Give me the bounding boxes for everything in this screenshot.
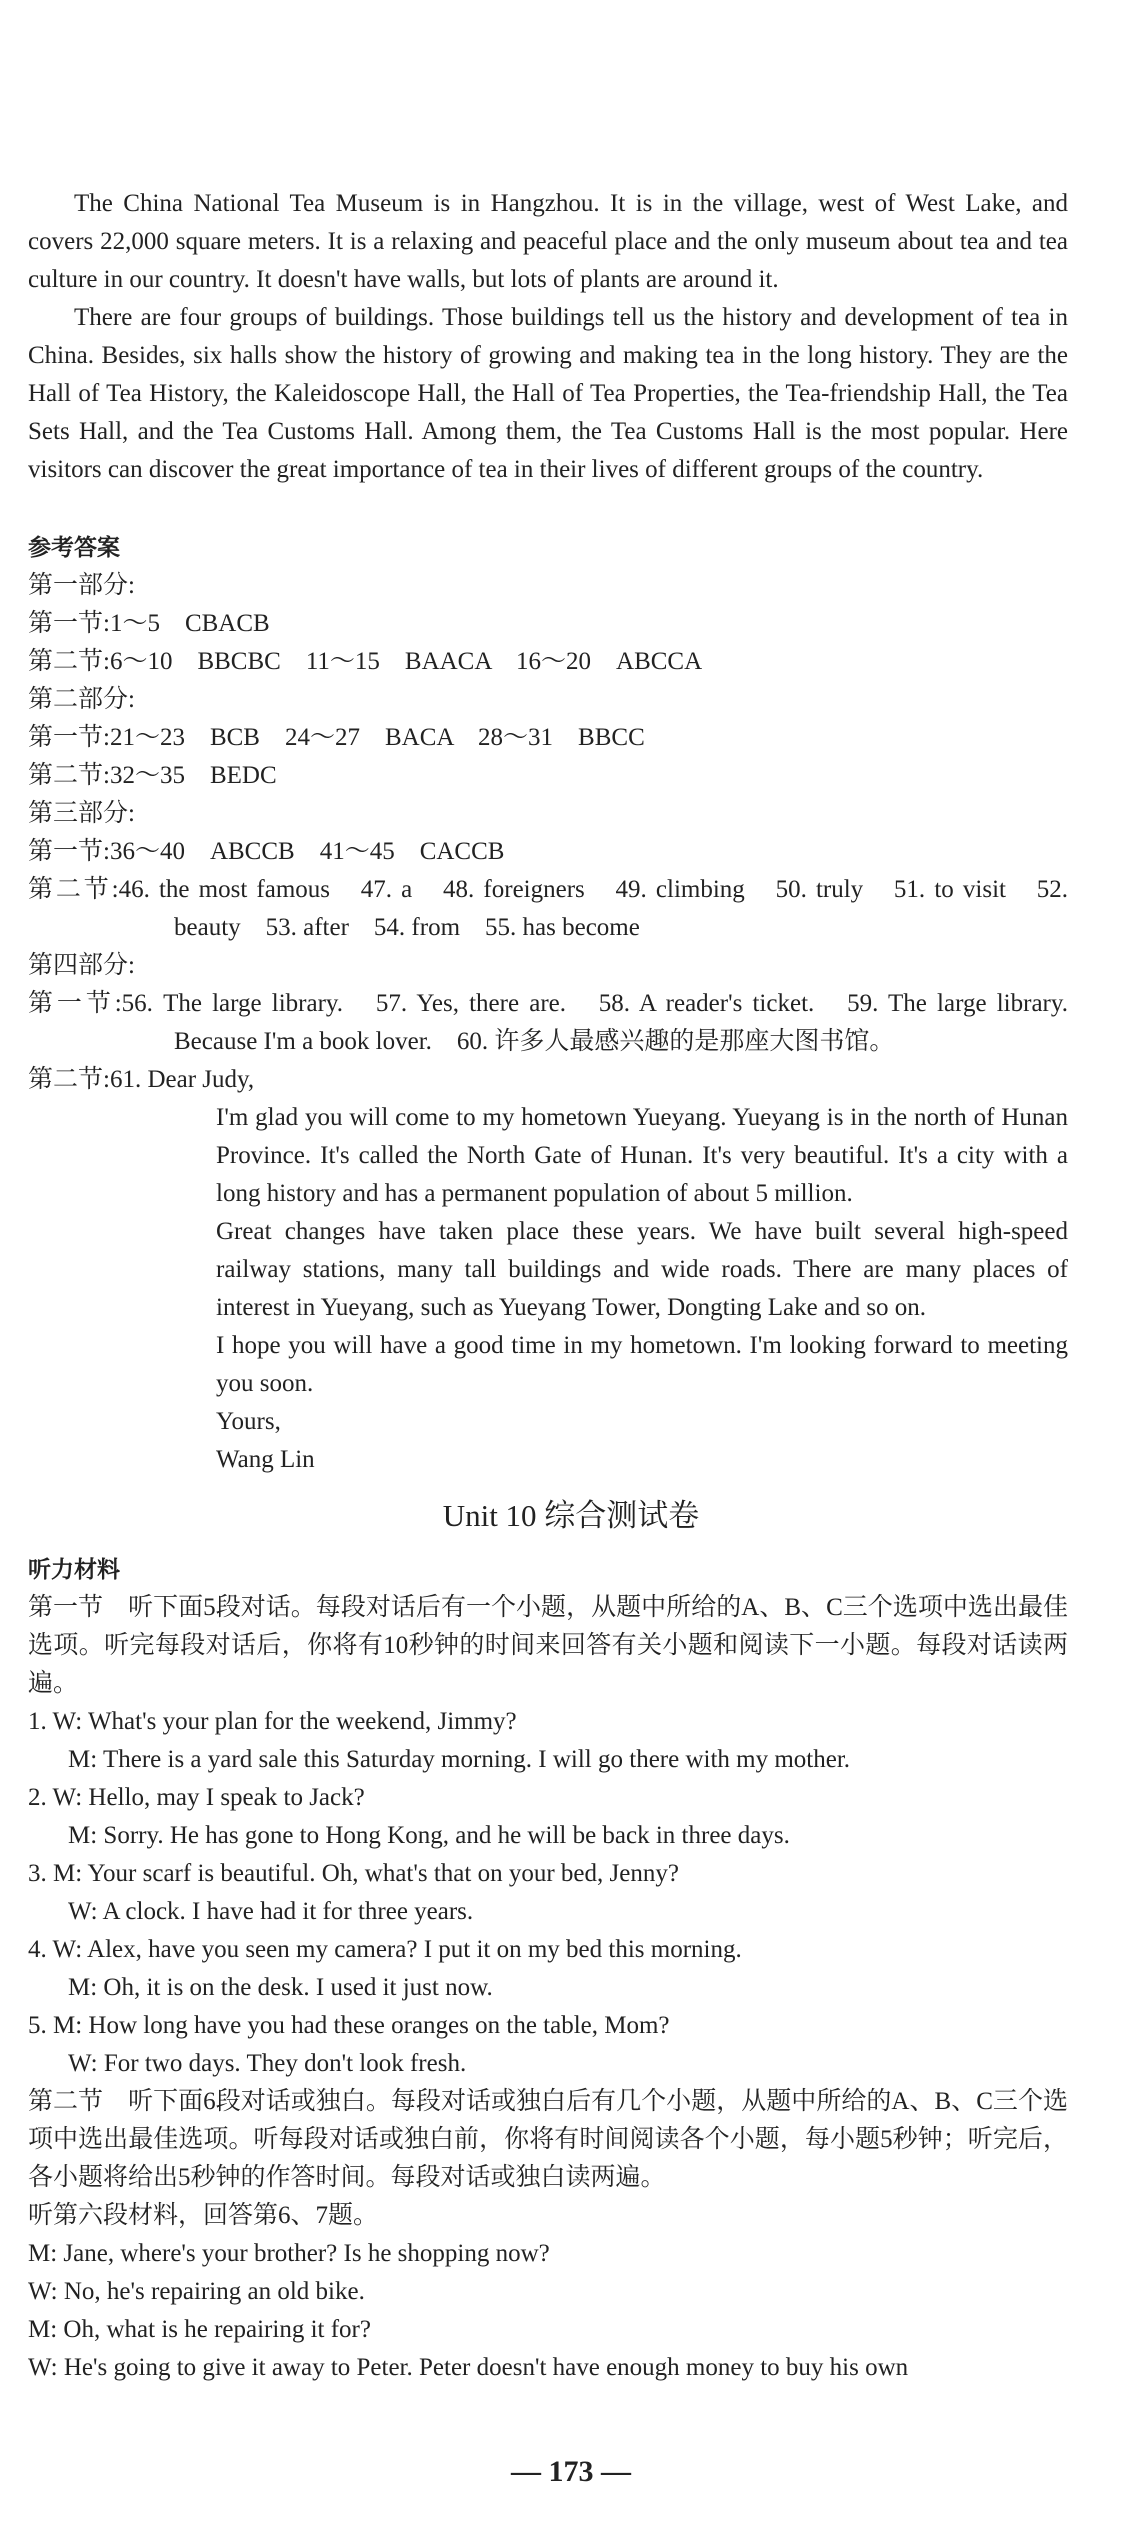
letter-paragraph-1: I'm glad you will come to my hometown Yueyang. Yueyang is in the north of Hunan Province. It's called the North Gate of Hunan. It's very beautiful. It's a city with a long history and has a permanent population of about 5 million. — [216, 1104, 1068, 1207]
dialogue-line: 2. W: Hello, may I speak to Jack? — [28, 1784, 365, 1811]
dialogue-line: M: Oh, it is on the desk. I used it just now. — [68, 1974, 493, 2001]
page-number: — 173 — — [511, 2455, 631, 2488]
letter-closing: Yours, — [216, 1408, 281, 1435]
passage-paragraph-2: There are four groups of buildings. Those buildings tell us the history and development of tea in China. Besides, six halls show the history of growing and making tea in the long history. They are the Hall of Tea History, the Kaleidoscope Hall, the Hall of Tea Properties, the Tea-friendship Hall, the Tea Sets Hall, and the Tea Customs Hall. Among them, the Tea Customs Hall is the most popular. Here visitors can discover the great importance of tea in their lives of different groups of the country. — [28, 304, 1068, 483]
tea-museum-passage — [28, 185, 1068, 489]
listening-section-1: 第一节 听下面5段对话。每段对话后有一个小题，从题中所给的A、B、C三个选项中选出最佳选项。听完每段对话后，你将有10秒钟的时间来回答有关小题和阅读下一小题。每段对话读两遍。 — [28, 1594, 1068, 1697]
dialogue-line: M: Sorry. He has gone to Hong Kong, and he will be back in three days. — [68, 1822, 790, 1849]
dialogue-line: 5. M: How long have you had these oranges on the table, Mom? — [28, 2012, 670, 2039]
listening-section-2: 第二节 听下面6段对话或独白。每段对话或独白后有几个小题，从题中所给的A、B、C三个选项中选出最佳选项。听每段对话或独白前，你将有时间阅读各个小题，每小题5秒钟；听完后，各小题将给出5秒钟的作答时间。每段对话或独白读两遍。 — [28, 2088, 1068, 2191]
answer-section-4-2-label: 第二节:61. Dear Judy, — [28, 1066, 255, 1093]
dialogue-line: 4. W: Alex, have you seen my camera? I put it on my bed this morning. — [28, 1936, 742, 1963]
answer-line: 第二节:6～10 BBCBC 11～15 BAACA 16～20 ABCCA — [28, 648, 703, 675]
dialogue-line: W: For two days. They don't look fresh. — [68, 2050, 467, 2077]
dialogue-line: M: There is a yard sale this Saturday morning. I will go there with my mother. — [68, 1746, 851, 1773]
answer-section-4-1: 第一节:56. The large library. 57. Yes, there are. 58. A reader's ticket. 59. The large library. Because I'm a book lover. 60. 许多人最感兴趣的是那座大图书馆。 — [28, 990, 1068, 1055]
dialogue-line: M: Oh, what is he repairing it for? — [28, 2316, 371, 2343]
dialogue-line: W: He's going to give it away to Peter. Peter doesn't have enough money to buy his own — [28, 2354, 909, 2381]
answer-key — [28, 529, 1068, 1479]
model-letter — [28, 1099, 1068, 1479]
answer-line: 第一节:21～23 BCB 24～27 BACA 28～31 BBCC — [28, 724, 645, 751]
answer-line: 第一部分: — [28, 572, 135, 599]
dialogue-line: W: No, he's repairing an old bike. — [28, 2278, 365, 2305]
letter-paragraph-2: Great changes have taken place these years. We have built several high-speed railway stations, many tall buildings and wide roads. There are many places of interest in Yueyang, such as Yueyang Tower, Dongting Lake and so on. — [216, 1218, 1068, 1321]
letter-signature: Wang Lin — [216, 1446, 315, 1473]
answer-line: 第二节:32～35 BEDC — [28, 762, 277, 789]
dialogue-line: M: Jane, where's your brother? Is he shopping now? — [28, 2240, 550, 2267]
answer-heading: 参考答案 — [28, 535, 120, 561]
answer-line: 第一节:1～5 CBACB — [28, 610, 270, 637]
passage-paragraph-1: The China National Tea Museum is in Hangzhou. It is in the village, west of West Lake, and covers 22,000 square meters. It is a relaxing and peaceful place and the only museum about tea and tea culture in our country. It doesn't have walls, but lots of plants are around it. — [28, 190, 1068, 293]
answer-part-4: 第四部分: — [28, 952, 135, 979]
answer-section-3-2: 第二节:46. the most famous 47. a 48. foreigners 49. climbing 50. truly 51. to visit 52. beauty 53. after 54. from 55. has become — [28, 876, 1068, 941]
dialogue-line: 1. W: What's your plan for the weekend, Jimmy? — [28, 1708, 517, 1735]
listening-heading: 听力材料 — [28, 1557, 120, 1583]
listening-material — [28, 1551, 1068, 2387]
unit-title: Unit 10 综合测试卷 — [442, 1498, 700, 1533]
answer-line: 第一节:36～40 ABCCB 41～45 CACCB — [28, 838, 505, 865]
answer-line: 第三部分: — [28, 800, 135, 827]
dialogue-line: 3. M: Your scarf is beautiful. Oh, what's that on your bed, Jenny? — [28, 1860, 679, 1887]
dialogue-line: W: A clock. I have had it for three years. — [68, 1898, 474, 1925]
answer-line: 第二部分: — [28, 686, 135, 713]
sixth-material-instruction: 听第六段材料，回答第6、7题。 — [28, 2202, 379, 2229]
letter-paragraph-3: I hope you will have a good time in my hometown. I'm looking forward to meeting you soon. — [216, 1332, 1068, 1397]
